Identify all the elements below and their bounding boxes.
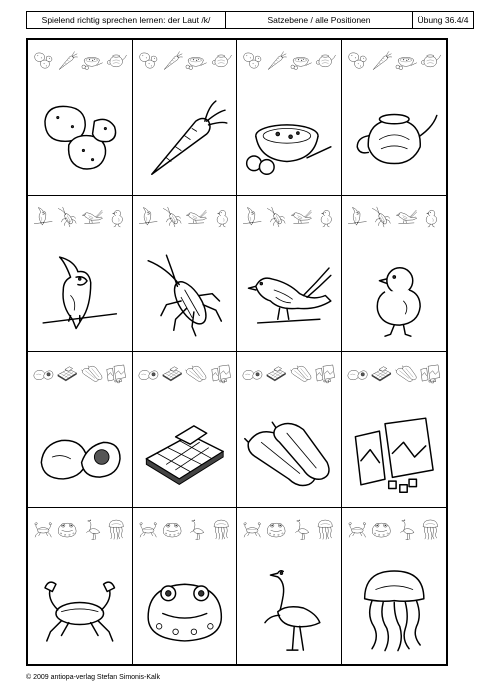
strip-item (137, 358, 159, 388)
potatoes-icon (346, 46, 369, 76)
main-picture (348, 248, 441, 343)
avocado-icon (241, 358, 263, 388)
strip-item (314, 358, 336, 388)
strip-item (241, 514, 263, 544)
main-picture (34, 560, 126, 656)
picture-card (342, 196, 447, 352)
chick-icon (419, 202, 442, 232)
soup-icon (290, 46, 312, 76)
strip-item (241, 202, 263, 232)
icon-strip (241, 46, 337, 76)
main-picture (139, 404, 231, 499)
jellyfish-icon (210, 514, 232, 544)
carrot-icon (370, 46, 393, 76)
icon-strip (241, 358, 337, 388)
strip-item (290, 202, 312, 232)
strip-item (161, 358, 183, 388)
sugar-icon (419, 358, 442, 388)
worksheet-level: Satzebene / alle Positionen (226, 12, 413, 28)
strip-item (161, 202, 183, 232)
strip-item (32, 358, 54, 388)
strip-item (395, 46, 418, 76)
strip-item (290, 514, 312, 544)
icon-strip (346, 514, 443, 544)
zucchini-icon (243, 404, 335, 499)
strip-item (419, 358, 442, 388)
chocolate-icon (56, 358, 78, 388)
chick-icon (348, 248, 441, 343)
picture-card (133, 352, 238, 508)
chick-icon (105, 202, 127, 232)
strip-item (346, 202, 369, 232)
avocado-icon (34, 404, 126, 499)
strip-item (210, 514, 232, 544)
strip-item (370, 202, 393, 232)
main-picture (139, 248, 231, 343)
strip-item (81, 46, 103, 76)
strip-item (314, 46, 336, 76)
icon-strip (32, 46, 128, 76)
picture-card (28, 196, 133, 352)
strip-item (185, 358, 207, 388)
picture-card (342, 508, 447, 664)
picture-card (342, 352, 447, 508)
strip-item (32, 514, 54, 544)
toad-icon (265, 514, 287, 544)
teapot-icon (419, 46, 442, 76)
strip-item (81, 202, 103, 232)
potatoes-icon (34, 92, 126, 187)
carrot-icon (265, 46, 287, 76)
soup-icon (395, 46, 418, 76)
cockroach-icon (370, 202, 393, 232)
strip-item (419, 202, 442, 232)
cuckoo-icon (395, 202, 418, 232)
carrot-icon (139, 92, 231, 187)
teapot-icon (348, 92, 441, 187)
main-picture (348, 560, 441, 656)
toad-icon (56, 514, 78, 544)
icon-strip (137, 46, 233, 76)
crane-icon (185, 514, 207, 544)
cockroach-icon (161, 202, 183, 232)
crane-icon (290, 514, 312, 544)
picture-card (237, 508, 342, 664)
strip-item (265, 358, 287, 388)
main-picture (34, 92, 126, 187)
icon-strip (32, 514, 128, 544)
strip-item (314, 514, 336, 544)
worksheet-title: Spielend richtig sprechen lernen: der Laut /k/ (27, 12, 226, 28)
jellyfish-icon (348, 560, 441, 656)
strip-item (105, 46, 127, 76)
exercise-number: Übung 36.4/4 (417, 15, 469, 25)
strip-item (346, 514, 369, 544)
icon-strip (346, 358, 443, 388)
soup-icon (185, 46, 207, 76)
strip-item (185, 514, 207, 544)
main-picture (243, 248, 335, 343)
main-picture (243, 92, 335, 187)
cockatoo-icon (346, 202, 369, 232)
main-picture (243, 560, 335, 656)
main-picture (348, 92, 441, 187)
strip-item (370, 514, 393, 544)
icon-strip (346, 46, 443, 76)
picture-card (133, 508, 238, 664)
strip-item (210, 202, 232, 232)
cockatoo-icon (137, 202, 159, 232)
cockatoo-icon (241, 202, 263, 232)
main-picture (34, 248, 126, 343)
strip-item (419, 46, 442, 76)
icon-strip (346, 202, 443, 232)
potatoes-icon (241, 46, 263, 76)
strip-item (137, 514, 159, 544)
carrot-icon (161, 46, 183, 76)
main-picture (139, 92, 231, 187)
main-picture (34, 404, 126, 499)
icon-strip (137, 202, 233, 232)
sugar-icon (210, 358, 232, 388)
strip-item (346, 46, 369, 76)
picture-card (237, 196, 342, 352)
strip-item (137, 46, 159, 76)
icon-strip (32, 202, 128, 232)
main-picture (348, 404, 441, 499)
strip-item (105, 358, 127, 388)
strip-item (105, 514, 127, 544)
picture-card (237, 40, 342, 196)
chocolate-icon (139, 404, 231, 499)
strip-item (290, 46, 312, 76)
main-picture (139, 560, 231, 656)
jellyfish-icon (419, 514, 442, 544)
strip-item (265, 46, 287, 76)
strip-item (56, 202, 78, 232)
chocolate-icon (265, 358, 287, 388)
strip-item (210, 46, 232, 76)
crab-icon (241, 514, 263, 544)
toad-icon (161, 514, 183, 544)
strip-item (290, 358, 312, 388)
chocolate-icon (161, 358, 183, 388)
strip-item (370, 46, 393, 76)
strip-item (241, 358, 263, 388)
crane-icon (395, 514, 418, 544)
teapot-icon (314, 46, 336, 76)
strip-item (81, 358, 103, 388)
picture-card (237, 352, 342, 508)
jellyfish-icon (105, 514, 127, 544)
zucchini-icon (290, 358, 312, 388)
crab-icon (346, 514, 369, 544)
strip-item (32, 202, 54, 232)
picture-card (133, 196, 238, 352)
cuckoo-icon (185, 202, 207, 232)
strip-item (395, 358, 418, 388)
zucchini-icon (185, 358, 207, 388)
crane-icon (243, 560, 335, 656)
teapot-icon (210, 46, 232, 76)
potatoes-icon (137, 46, 159, 76)
strip-item (81, 514, 103, 544)
icon-strip (137, 358, 233, 388)
strip-item (419, 514, 442, 544)
strip-item (346, 358, 369, 388)
picture-card (28, 508, 133, 664)
potatoes-icon (32, 46, 54, 76)
worksheet-header (26, 11, 474, 29)
strip-item (185, 202, 207, 232)
cuckoo-icon (290, 202, 312, 232)
picture-card (342, 40, 447, 196)
sugar-icon (314, 358, 336, 388)
copyright-footer: © 2009 antiopa-verlag Stefan Simonis-Kalk (26, 674, 160, 681)
icon-strip (32, 358, 128, 388)
zucchini-icon (81, 358, 103, 388)
icon-strip (241, 202, 337, 232)
strip-item (314, 202, 336, 232)
jellyfish-icon (314, 514, 336, 544)
picture-card (28, 352, 133, 508)
cockatoo-icon (34, 248, 126, 343)
soup-icon (81, 46, 103, 76)
strip-item (395, 202, 418, 232)
chick-icon (210, 202, 232, 232)
cockroach-icon (56, 202, 78, 232)
carrot-icon (56, 46, 78, 76)
strip-item (161, 46, 183, 76)
soup-icon (243, 92, 335, 187)
avocado-icon (137, 358, 159, 388)
chocolate-icon (370, 358, 393, 388)
zucchini-icon (395, 358, 418, 388)
main-picture (243, 404, 335, 499)
strip-item (185, 46, 207, 76)
cuckoo-icon (81, 202, 103, 232)
sugar-icon (105, 358, 127, 388)
cockatoo-icon (32, 202, 54, 232)
sugar-icon (348, 404, 441, 499)
crab-icon (32, 514, 54, 544)
strip-item (265, 202, 287, 232)
chick-icon (314, 202, 336, 232)
strip-item (137, 202, 159, 232)
strip-item (56, 358, 78, 388)
crane-icon (81, 514, 103, 544)
strip-item (370, 358, 393, 388)
strip-item (161, 514, 183, 544)
icon-strip (137, 514, 233, 544)
icon-strip (241, 514, 337, 544)
strip-item (210, 358, 232, 388)
strip-item (241, 46, 263, 76)
picture-card (28, 40, 133, 196)
picture-grid (26, 38, 448, 666)
cockroach-icon (139, 248, 231, 343)
toad-icon (370, 514, 393, 544)
cockroach-icon (265, 202, 287, 232)
strip-item (395, 514, 418, 544)
toad-icon (139, 560, 231, 656)
avocado-icon (32, 358, 54, 388)
crab-icon (137, 514, 159, 544)
strip-item (56, 514, 78, 544)
strip-item (105, 202, 127, 232)
strip-item (265, 514, 287, 544)
strip-item (56, 46, 78, 76)
strip-item (32, 46, 54, 76)
cuckoo-icon (243, 248, 335, 343)
picture-card (133, 40, 238, 196)
teapot-icon (105, 46, 127, 76)
avocado-icon (346, 358, 369, 388)
crab-icon (34, 560, 126, 656)
